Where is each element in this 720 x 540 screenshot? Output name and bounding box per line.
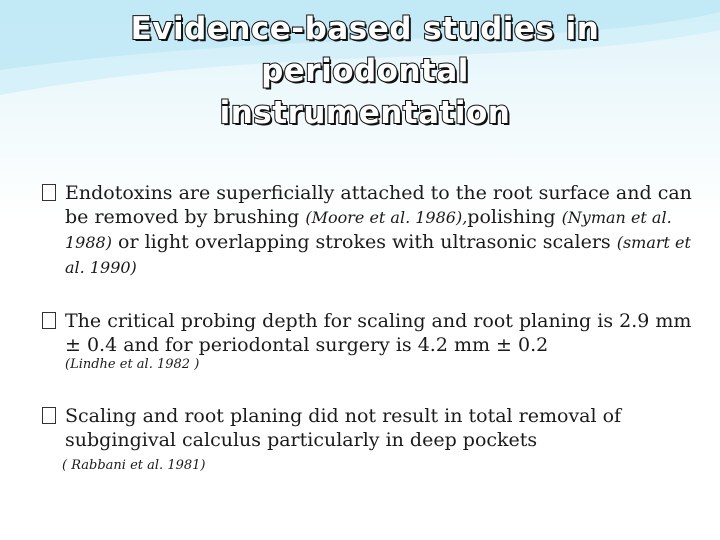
bullet-1-text-c: or light overlapping strokes with ultrasonic scalers	[111, 231, 617, 253]
bullet-probing-depth	[42, 309, 692, 357]
citation-smart: (smart et al. 1990)	[65, 233, 691, 277]
citation-rabbani: ( Rabbani et al. 1981)	[62, 458, 206, 473]
citation-nyman: (Nyman et al. 1988)	[65, 208, 672, 252]
bullet-3-text: Scaling and root planing did not result in total removal of subgingival calculus particularly in deep pockets	[65, 405, 622, 451]
bullet-endotoxins	[42, 181, 692, 280]
slide-title-line-2: instrumentation	[219, 95, 511, 131]
bullet-scaling-root-planing	[42, 404, 692, 452]
box-bullet-icon	[42, 184, 56, 201]
box-bullet-icon	[42, 407, 56, 424]
bullet-2-text: The critical probing depth for scaling and root planing is 2.9 mm ± 0.4 and for periodontal surgery is 4.2 mm ± 0.2	[65, 310, 692, 356]
slide-content	[42, 181, 692, 474]
bullet-1-text-b: polishing	[467, 206, 562, 228]
slide-title	[40, 8, 690, 134]
citation-lindhe: (Lindhe et al. 1982 )	[65, 357, 200, 372]
bullet-1-text-a: Endotoxins are superficially attached to the root surface and can be removed by brushing	[65, 182, 692, 228]
slide-title-line-1: Evidence-based studies in periodontal	[130, 11, 600, 89]
box-bullet-icon	[42, 312, 56, 329]
citation-moore: (Moore et al. 1986),	[305, 208, 468, 227]
